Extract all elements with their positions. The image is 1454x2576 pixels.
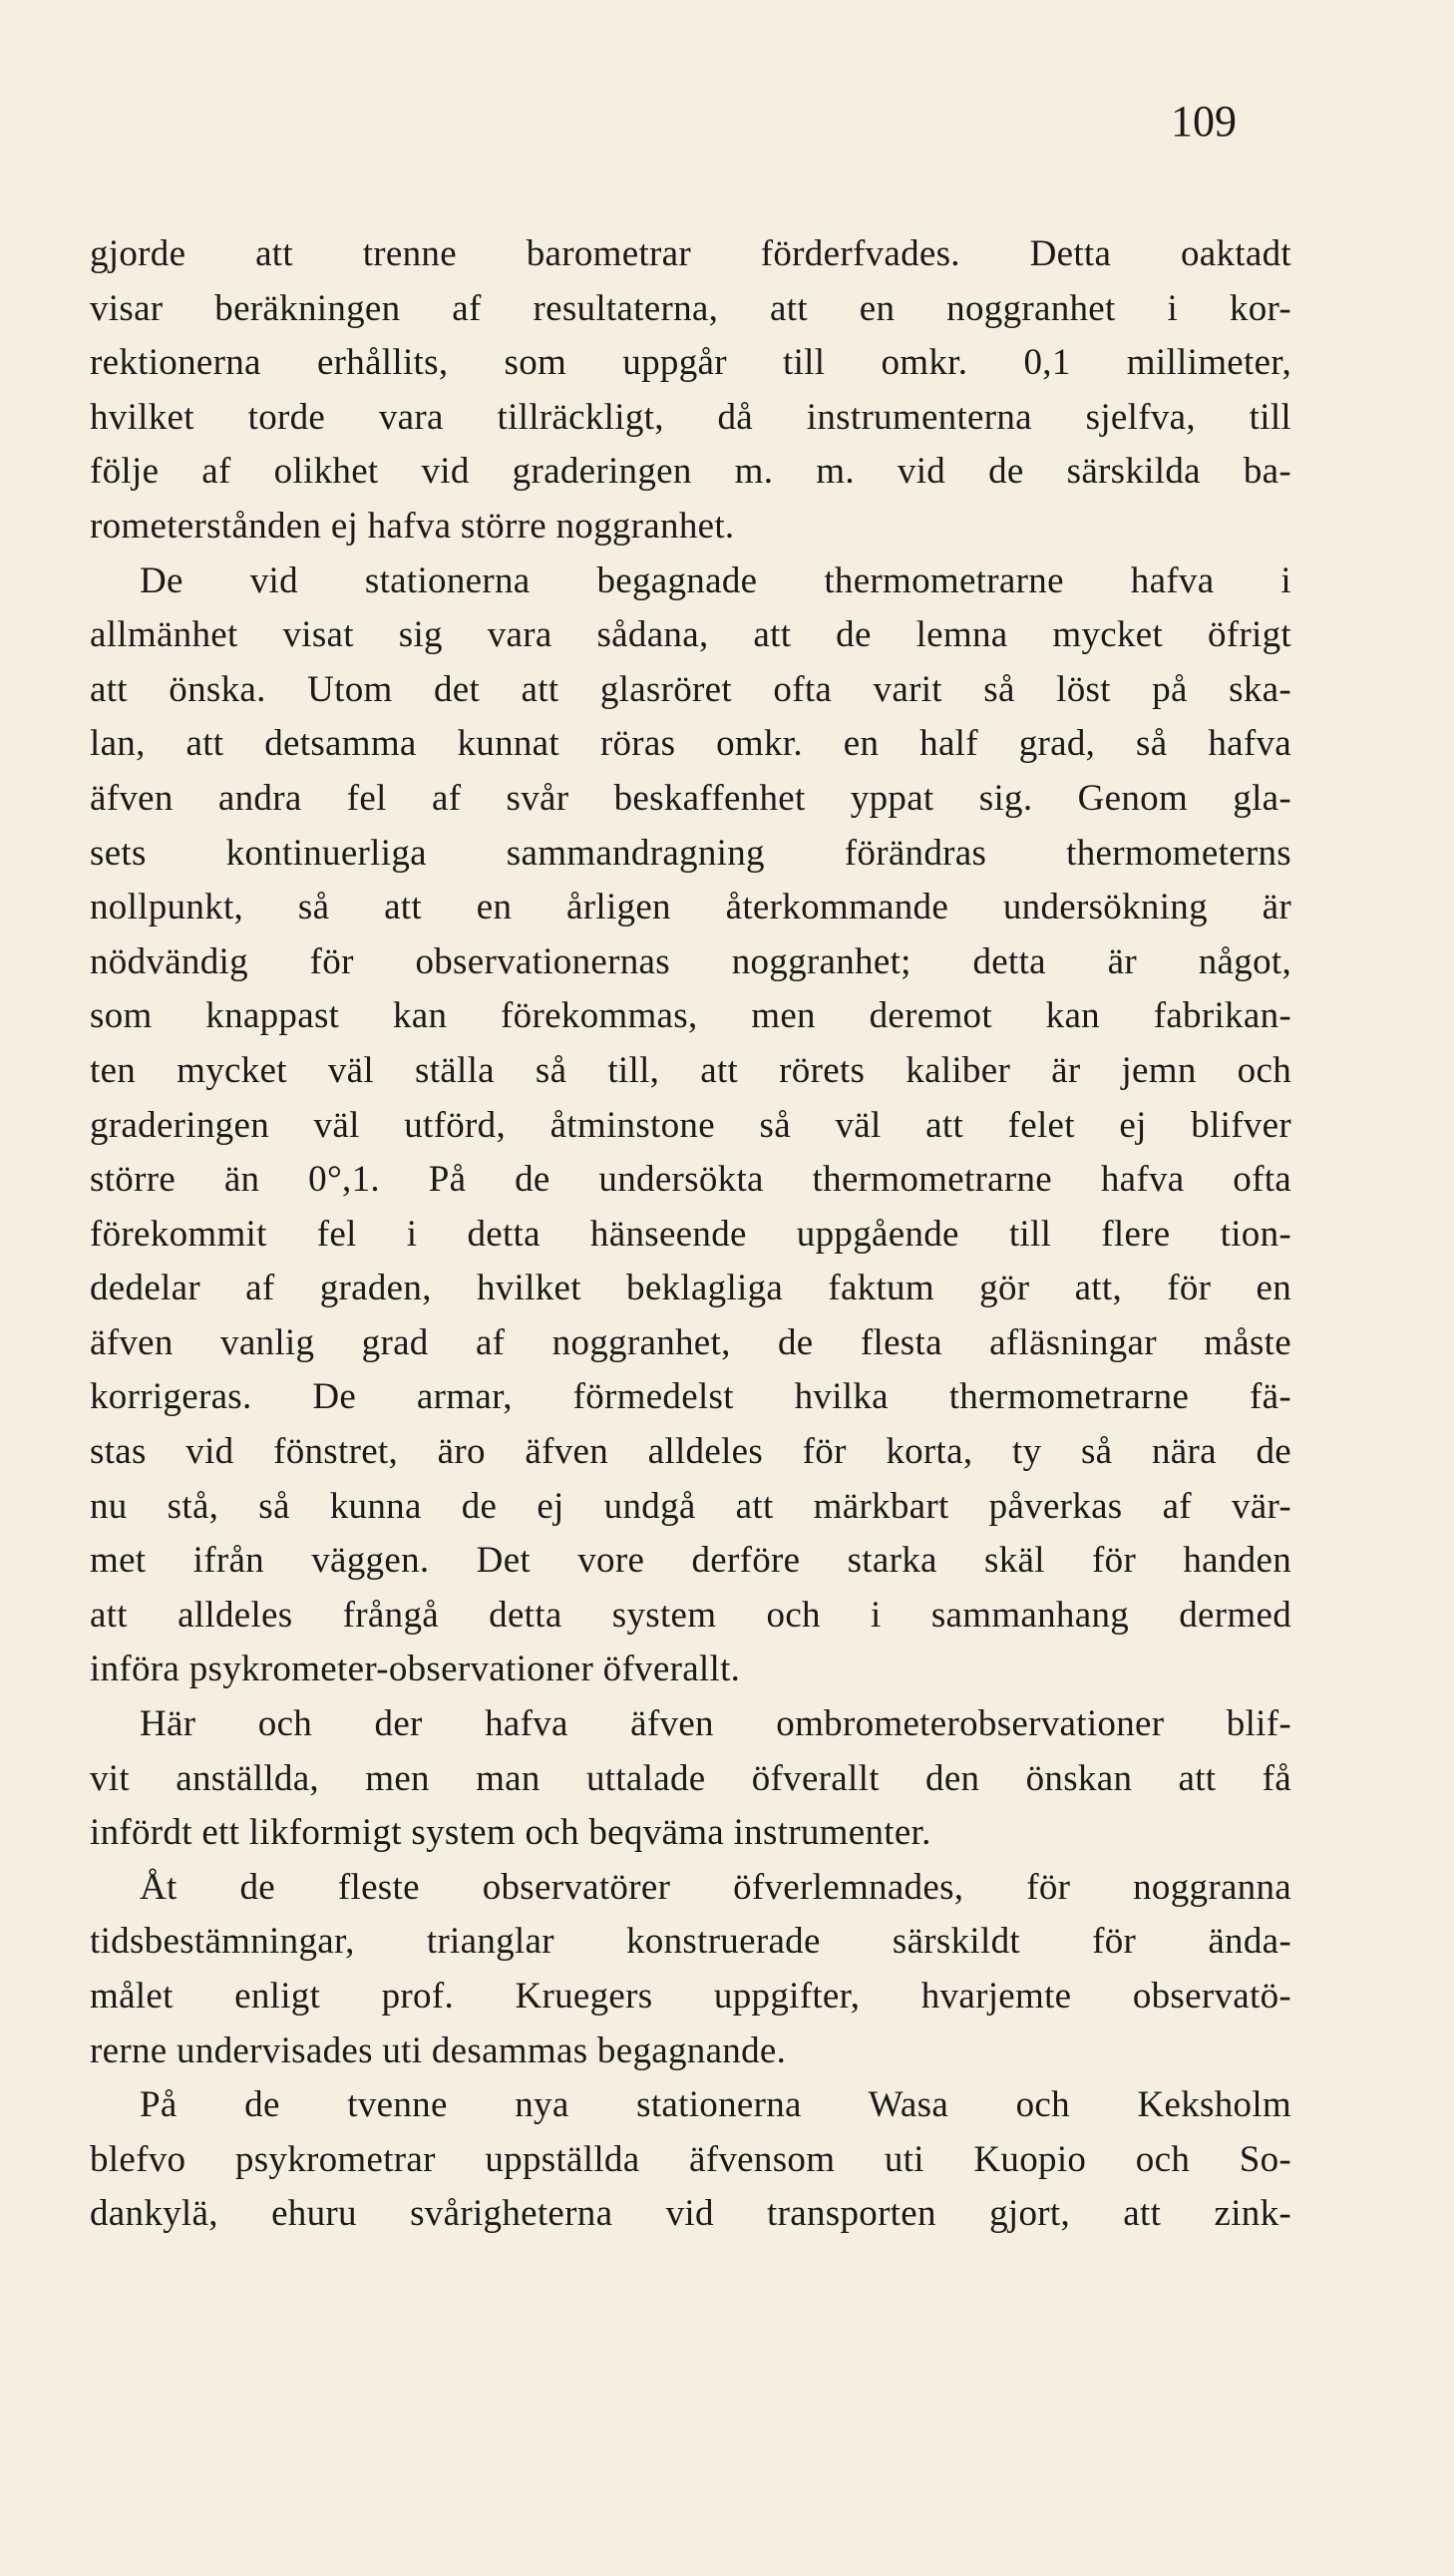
text-line: tidsbestämningar, trianglar konstruerade särskildt för ända- <box>90 1921 1291 1963</box>
text-line: På de tvenne nya stationerna Wasa och Keksholm <box>140 2084 1291 2126</box>
text-line: visar beräkningen af resultaterna, att en noggranhet i kor- <box>90 287 1291 329</box>
text-line: ten mycket väl ställa så till, att rörets kaliber är jemn och <box>90 1049 1291 1091</box>
text-line: vit anställda, men man uttalade öfverallt den önskan att få <box>90 1757 1291 1799</box>
text-line: nödvändig för observationernas noggranhet; detta är något, <box>90 940 1291 982</box>
text-line: Åt de fleste observatörer öfverlemnades, för noggranna <box>140 1866 1291 1908</box>
text-line: hvilket torde vara tillräckligt, då instrumenterna sjelfva, till <box>90 396 1291 438</box>
text-line: rektionerna erhållits, som uppgår till omkr. 0,1 millimeter, <box>90 342 1291 384</box>
text-line: äfven vanlig grad af noggranhet, de flesta afläsningar måste <box>90 1321 1291 1363</box>
text-line: målet enligt prof. Kruegers uppgifter, hvarjemte observatö- <box>90 1976 1291 2017</box>
text-line: graderingen väl utförd, åtminstone så väl att felet ej blifver <box>90 1104 1291 1146</box>
text-line: blefvo psykrometrar uppställda äfvensom uti Kuopio och So- <box>90 2138 1291 2180</box>
text-line: som knappast kan förekommas, men deremot kan fabrikan- <box>90 995 1291 1037</box>
text-line: gjorde att trenne barometrar förderfvades. Detta oaktadt <box>90 233 1291 274</box>
text-line: nu stå, så kunna de ej undgå att märkbart påverkas af vär- <box>90 1485 1291 1527</box>
text-line: att önska. Utom det att glasröret ofta varit så löst på ska- <box>90 668 1291 710</box>
text-line: sets kontinuerliga sammandragning förändras thermometerns <box>90 832 1291 874</box>
text-line: allmänhet visat sig vara sådana, att de lemna mycket öfrigt <box>90 614 1291 656</box>
text-line: lan, att detsamma kunnat röras omkr. en half grad, så hafva <box>90 723 1291 765</box>
text-line: infördt ett likformigt system och beqväma instrumenter. <box>90 1812 931 1854</box>
text-line: dankylä, ehuru svårigheterna vid transporten gjort, att zink- <box>90 2193 1291 2235</box>
text-line: stas vid fönstret, äro äfven alldeles för korta, ty så nära de <box>90 1431 1291 1473</box>
text-line: följe af olikhet vid graderingen m. m. vid de särskilda ba- <box>90 451 1291 493</box>
text-line: De vid stationerna begagnade thermometrarne hafva i <box>140 559 1291 601</box>
text-line: införa psykrometer-observationer öfverallt. <box>90 1649 741 1690</box>
text-line: korrigeras. De armar, förmedelst hvilka thermometrarne fä- <box>90 1376 1291 1418</box>
text-line: äfven andra fel af svår beskaffenhet yppat sig. Genom gla- <box>90 777 1291 819</box>
text-line: förekommit fel i detta hänseende uppgående till flere tion- <box>90 1213 1291 1255</box>
text-line: Här och der hafva äfven ombrometerobservationer blif- <box>140 1703 1291 1745</box>
text-line: rerne undervisades uti desammas begagnande. <box>90 2029 787 2071</box>
text-line: dedelar af graden, hvilket beklagliga faktum gör att, för en <box>90 1268 1291 1309</box>
page-number: 109 <box>1171 97 1237 146</box>
text-line: rometerstånden ej hafva större noggranhet. <box>90 505 735 547</box>
text-line: met ifrån väggen. Det vore derföre starka skäl för handen <box>90 1540 1291 1582</box>
text-line: större än 0°,1. På de undersökta thermometrarne hafva ofta <box>90 1159 1291 1201</box>
body-text <box>90 227 1291 2242</box>
text-line: att alldeles frångå detta system och i sammanhang dermed <box>90 1594 1291 1636</box>
text-line: nollpunkt, så att en årligen återkommande undersökning är <box>90 887 1291 928</box>
